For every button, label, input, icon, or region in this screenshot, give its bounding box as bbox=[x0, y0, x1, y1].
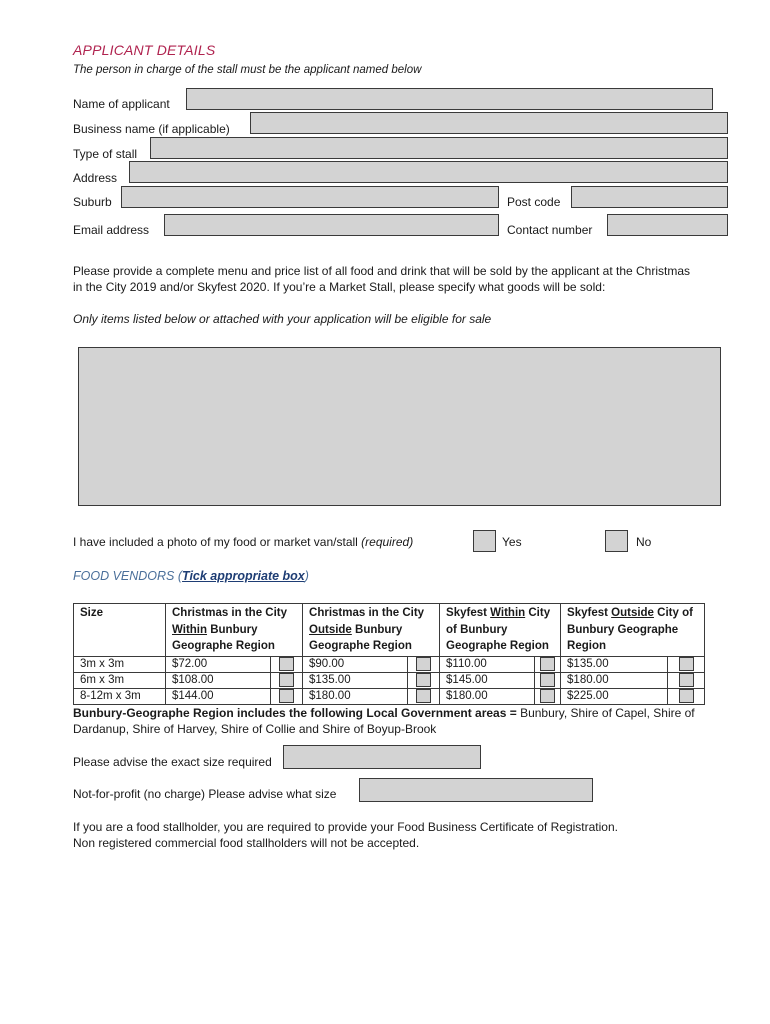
photo-label-main: I have included a photo of my food or market van/stall bbox=[73, 535, 362, 549]
header-text: Christmas in the City bbox=[172, 607, 288, 619]
business-label: Business name (if applicable) bbox=[73, 122, 230, 136]
menu-note: Only items listed below or attached with your application will be eligible for sale bbox=[73, 312, 492, 326]
stall-type-field[interactable] bbox=[150, 137, 728, 159]
suburb-field[interactable] bbox=[121, 186, 499, 208]
header-text-underlined: Outside bbox=[611, 607, 654, 619]
header-xmas-within bbox=[166, 604, 303, 657]
price-cell: $180.00 bbox=[303, 688, 408, 704]
price-cell: $225.00 bbox=[561, 688, 668, 704]
menu-instructions: Please provide a complete menu and price list of all food and drink that will be sold by the applicant at the Christmas in the City 2019 and/or Skyfest 2020. If you’re a Market Stall, please specify what goods will be sold: bbox=[73, 264, 691, 294]
email-label: Email address bbox=[73, 223, 150, 237]
skyfest-outside-3x3-checkbox-cell[interactable] bbox=[668, 656, 705, 672]
contact-number-field[interactable] bbox=[607, 214, 728, 236]
price-cell: $135.00 bbox=[561, 656, 668, 672]
address-field[interactable] bbox=[129, 161, 728, 183]
xmas-within-3x3-checkbox-cell[interactable] bbox=[271, 656, 303, 672]
photo-yes-checkbox[interactable] bbox=[473, 530, 496, 552]
price-cell: $180.00 bbox=[561, 672, 668, 688]
photo-no-label: No bbox=[636, 535, 652, 549]
skyfest-outside-6x3-checkbox-cell[interactable] bbox=[668, 672, 705, 688]
region-note bbox=[73, 705, 713, 737]
header-skyfest-outside bbox=[561, 604, 705, 657]
vendors-title-tick: Tick appropriate box bbox=[182, 569, 305, 583]
header-text-underlined: Within bbox=[490, 607, 526, 619]
region-note-text: Bunbury, Shire of Capel, Shire of Dardanup, Shire of Harvey, Shire of Collie and Shire of Boyup-Brook bbox=[73, 706, 695, 736]
price-cell: $108.00 bbox=[166, 672, 271, 688]
size-cell: 8-12m x 3m bbox=[74, 688, 166, 704]
postcode-field[interactable] bbox=[571, 186, 728, 208]
contact-label: Contact number bbox=[507, 223, 593, 237]
xmas-outside-3x3-checkbox-cell[interactable] bbox=[408, 656, 440, 672]
header-text: Bunbury Geographe Region bbox=[309, 623, 412, 652]
name-field[interactable] bbox=[186, 88, 713, 110]
checkbox[interactable] bbox=[416, 673, 431, 687]
xmas-within-6x3-checkbox-cell[interactable] bbox=[271, 672, 303, 688]
suburb-label: Suburb bbox=[73, 195, 112, 209]
certificate-note-line2: Non registered commercial food stallholders will not be accepted. bbox=[73, 836, 420, 850]
section-title-applicant: APPLICANT DETAILS bbox=[73, 42, 216, 58]
xmas-outside-6x3-checkbox-cell[interactable] bbox=[408, 672, 440, 688]
checkbox[interactable] bbox=[540, 689, 555, 703]
table-row bbox=[74, 688, 705, 704]
header-text: Bunbury Geographe Region bbox=[172, 623, 275, 652]
size-required-field[interactable] bbox=[283, 745, 481, 769]
applicant-subtitle: The person in charge of the stall must be the applicant named below bbox=[73, 64, 422, 76]
price-cell: $110.00 bbox=[440, 656, 535, 672]
vendors-title-close: ) bbox=[304, 569, 309, 583]
size-required-label: Please advise the exact size required bbox=[73, 755, 272, 769]
header-text-underlined: Within bbox=[172, 623, 208, 636]
price-cell: $135.00 bbox=[303, 672, 408, 688]
checkbox[interactable] bbox=[279, 673, 294, 687]
checkbox[interactable] bbox=[416, 689, 431, 703]
table-row bbox=[74, 672, 705, 688]
size-cell: 6m x 3m bbox=[74, 672, 166, 688]
checkbox[interactable] bbox=[679, 657, 694, 671]
menu-textarea[interactable] bbox=[78, 347, 721, 506]
header-text: Christmas in the City bbox=[309, 607, 425, 619]
header-text: Skyfest bbox=[567, 607, 612, 619]
stall-type-label: Type of stall bbox=[73, 147, 138, 161]
price-cell: $90.00 bbox=[303, 656, 408, 672]
email-field[interactable] bbox=[164, 214, 499, 236]
section-title-food-vendors bbox=[73, 569, 309, 583]
name-label: Name of applicant bbox=[73, 97, 170, 111]
price-cell: $144.00 bbox=[166, 688, 271, 704]
photo-no-checkbox[interactable] bbox=[605, 530, 628, 552]
xmas-within-8-12x3-checkbox-cell[interactable] bbox=[271, 688, 303, 704]
price-cell: $72.00 bbox=[166, 656, 271, 672]
not-for-profit-field[interactable] bbox=[359, 778, 593, 802]
checkbox[interactable] bbox=[540, 673, 555, 687]
vendor-fee-table bbox=[73, 603, 705, 705]
checkbox[interactable] bbox=[679, 673, 694, 687]
photo-label bbox=[73, 535, 413, 549]
header-xmas-outside bbox=[303, 604, 440, 657]
not-for-profit-label: Not-for-profit (no charge) Please advise what size bbox=[73, 787, 337, 801]
postcode-label: Post code bbox=[507, 195, 561, 209]
skyfest-within-3x3-checkbox-cell[interactable] bbox=[535, 656, 561, 672]
photo-yes-label: Yes bbox=[502, 535, 522, 549]
header-skyfest-within bbox=[440, 604, 561, 657]
price-cell: $145.00 bbox=[440, 672, 535, 688]
business-name-field[interactable] bbox=[250, 112, 728, 134]
skyfest-within-8-12x3-checkbox-cell[interactable] bbox=[535, 688, 561, 704]
price-cell: $180.00 bbox=[440, 688, 535, 704]
skyfest-outside-8-12x3-checkbox-cell[interactable] bbox=[668, 688, 705, 704]
table-header-row bbox=[74, 604, 705, 657]
skyfest-within-6x3-checkbox-cell[interactable] bbox=[535, 672, 561, 688]
region-note-bold: Bunbury-Geographe Region includes the following Local Government areas = bbox=[73, 706, 521, 720]
checkbox[interactable] bbox=[679, 689, 694, 703]
header-text-underlined: Outside bbox=[309, 623, 352, 636]
checkbox[interactable] bbox=[416, 657, 431, 671]
size-cell: 3m x 3m bbox=[74, 656, 166, 672]
table-row bbox=[74, 656, 705, 672]
address-label: Address bbox=[73, 171, 118, 185]
checkbox[interactable] bbox=[279, 657, 294, 671]
certificate-note-line1: If you are a food stallholder, you are required to provide your Food Business Certificate of Registration. bbox=[73, 820, 618, 834]
photo-label-required: (required) bbox=[361, 535, 414, 549]
checkbox[interactable] bbox=[279, 689, 294, 703]
header-size: Size bbox=[74, 604, 166, 657]
header-text: City of Bunbury Geographe Region bbox=[446, 607, 551, 652]
vendors-title-text: FOOD VENDORS ( bbox=[73, 569, 183, 583]
header-text: Skyfest bbox=[446, 607, 491, 619]
header-text: City of Bunbury Geographe Region bbox=[567, 607, 693, 652]
xmas-outside-8-12x3-checkbox-cell[interactable] bbox=[408, 688, 440, 704]
checkbox[interactable] bbox=[540, 657, 555, 671]
